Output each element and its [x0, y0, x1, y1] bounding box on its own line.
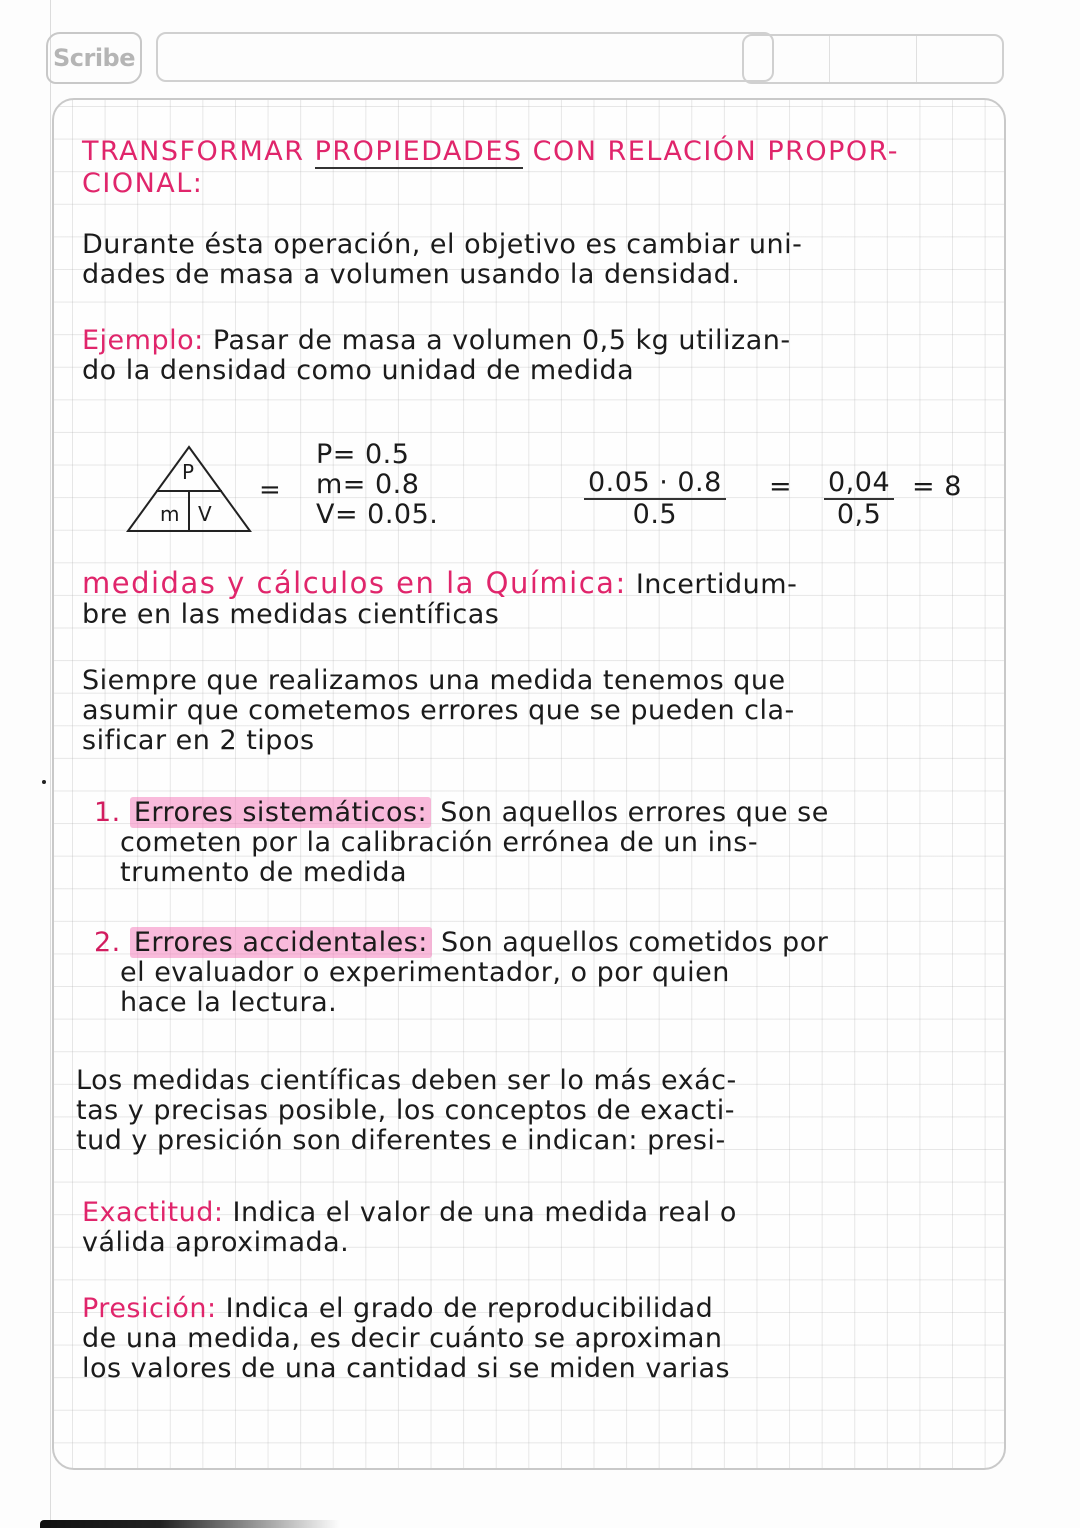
- variable-volume: V= 0.05.: [316, 499, 439, 530]
- triangle-right-label: V: [198, 502, 213, 526]
- calculation-fraction-1: [584, 468, 726, 530]
- accuracy-precision-paragraph: [76, 1066, 976, 1156]
- title-part-3: CON RELACIÓN PROPOR-: [532, 136, 900, 167]
- text-line: Indica el grado de reproducibilidad: [225, 1293, 714, 1324]
- fraction-numerator: 0,04: [824, 468, 894, 500]
- section-title: medidas y cálculos en la Química:: [82, 566, 627, 600]
- date-cell-day: [744, 36, 830, 82]
- variable-mass: m= 0.8: [316, 469, 420, 500]
- list-item-systematic-errors: [94, 798, 994, 888]
- example-paragraph: [82, 326, 982, 386]
- title-part-1: TRANSFORMAR: [82, 136, 305, 167]
- fraction-denominator: 0,5: [836, 499, 882, 530]
- triangle-left-label: m: [160, 502, 180, 526]
- section-title-line-2: bre en las medidas científicas: [82, 599, 500, 630]
- text-line: tud y presición son diferentes e indican: presi-: [76, 1125, 726, 1156]
- example-label: Ejemplo:: [82, 325, 204, 356]
- brand-logo: Scribe: [46, 32, 142, 84]
- text-line: Pasar de masa a volumen 0,5 kg utilizan-: [212, 325, 791, 356]
- fraction-denominator: 0.5: [632, 499, 678, 530]
- ink-dot: [42, 780, 46, 784]
- page-edge-shadow: [40, 1520, 340, 1528]
- text-line: Los medidas científicas deben ser lo más exác-: [76, 1065, 737, 1096]
- definition-exactitud: [82, 1198, 982, 1258]
- highlighted-term: Errores sistemáticos:: [130, 797, 431, 828]
- title-field: [156, 32, 774, 82]
- text-line: Son aquellos errores que se: [440, 797, 829, 828]
- density-triangle-diagram: [124, 445, 254, 535]
- text-line: sificar en 2 tipos: [82, 725, 315, 756]
- triangle-top-label: P: [182, 460, 195, 484]
- calculation-fraction-2: [824, 468, 894, 530]
- section-title-rest: Incertidum-: [635, 569, 798, 600]
- text-line: Son aquellos cometidos por: [440, 927, 829, 958]
- margin-line: [50, 0, 51, 1528]
- section-title-medidas: [82, 568, 982, 630]
- list-number: 2.: [94, 927, 121, 958]
- definition-presicion: [82, 1294, 982, 1384]
- text-line: trumento de medida: [120, 857, 408, 888]
- text-line: el evaluador o experimentador, o por quien: [120, 957, 730, 988]
- title-part-2: PROPIEDADES: [314, 136, 523, 167]
- date-cell-month: [830, 36, 916, 82]
- page-header: [46, 32, 1006, 82]
- text-line: Indica el valor de una medida real o: [232, 1197, 737, 1228]
- date-cell-year: [917, 36, 1002, 82]
- text-line: tas y precisas posible, los conceptos de exacti-: [76, 1095, 736, 1126]
- content-frame: [52, 98, 1006, 1470]
- section-title-transformar: [82, 136, 982, 200]
- text-line: do la densidad como unidad de medida: [82, 355, 635, 386]
- definition-term: Presición:: [82, 1293, 217, 1324]
- title-line-2: CIONAL:: [82, 168, 204, 199]
- date-field: [742, 34, 1004, 84]
- text-line: hace la lectura.: [120, 987, 338, 1018]
- errors-intro-paragraph: [82, 666, 982, 756]
- list-item-accidental-errors: [94, 928, 994, 1018]
- text-line: cometen por la calibración errónea de un ins-: [120, 827, 759, 858]
- text-line: los valores de una cantidad si se miden varias: [82, 1353, 731, 1384]
- definition-term: Exactitud:: [82, 1197, 224, 1228]
- text-line: asumir que cometemos errores que se pueden cla-: [82, 695, 795, 726]
- fraction-numerator: 0.05 · 0.8: [584, 468, 726, 500]
- text-line: válida aproximada.: [82, 1227, 350, 1258]
- variables-list: [316, 440, 438, 530]
- equals-sign: =: [259, 475, 282, 505]
- variable-density: P= 0.5: [316, 439, 410, 470]
- highlighted-term: Errores accidentales:: [130, 927, 432, 958]
- intro-paragraph: [82, 230, 982, 290]
- text-line: dades de masa a volumen usando la densidad.: [82, 259, 741, 290]
- calc-equals-sign: =: [769, 471, 793, 502]
- calc-result: = 8: [912, 471, 962, 502]
- text-line: Siempre que realizamos una medida tenemos que: [82, 665, 786, 696]
- list-number: 1.: [94, 797, 121, 828]
- text-line: de una medida, es decir cuánto se aproximan: [82, 1323, 723, 1354]
- text-line: Durante ésta operación, el objetivo es cambiar uni-: [82, 229, 803, 260]
